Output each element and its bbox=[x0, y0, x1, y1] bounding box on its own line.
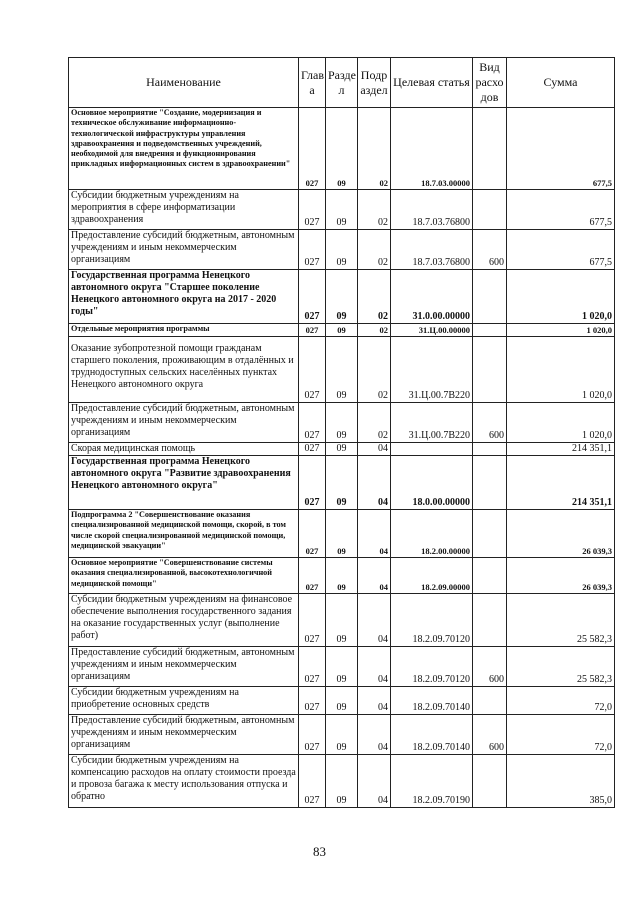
row-glav: 027 bbox=[299, 270, 326, 324]
page-number: 83 bbox=[313, 844, 326, 859]
table-row bbox=[69, 647, 615, 687]
row-razdel: 09 bbox=[326, 558, 358, 594]
row-razdel: 09 bbox=[326, 270, 358, 324]
row-vid bbox=[473, 687, 507, 715]
row-sum: 214 351,1 bbox=[507, 456, 615, 510]
row-sum: 385,0 bbox=[507, 755, 615, 808]
row-vid bbox=[473, 456, 507, 510]
table-row bbox=[69, 456, 615, 510]
row-podrazdel: 02 bbox=[358, 270, 391, 324]
table-row bbox=[69, 443, 615, 456]
row-razdel: 09 bbox=[326, 324, 358, 337]
row-vid: 600 bbox=[473, 647, 507, 687]
row-vid: 600 bbox=[473, 230, 507, 270]
row-razdel: 09 bbox=[326, 456, 358, 510]
table-row bbox=[69, 403, 615, 443]
row-podrazdel: 04 bbox=[358, 755, 391, 808]
row-glav: 027 bbox=[299, 647, 326, 687]
row-name: Основное мероприятие "Совершенствование системы оказания специализированной, высокотехнологичной медицинской помощи" bbox=[69, 558, 299, 594]
row-vid bbox=[473, 594, 507, 647]
row-glav: 027 bbox=[299, 510, 326, 558]
row-razdel: 09 bbox=[326, 510, 358, 558]
row-sum: 1 020,0 bbox=[507, 270, 615, 324]
row-razdel: 09 bbox=[326, 337, 358, 403]
table-row bbox=[69, 337, 615, 403]
row-razdel: 09 bbox=[326, 190, 358, 230]
row-target bbox=[391, 443, 473, 456]
row-podrazdel: 04 bbox=[358, 687, 391, 715]
row-sum: 25 582,3 bbox=[507, 647, 615, 687]
row-vid bbox=[473, 510, 507, 558]
row-name: Предоставление субсидий бюджетным, автономным учреждениям и иным некоммерческим организациям bbox=[69, 403, 299, 443]
row-glav: 027 bbox=[299, 230, 326, 270]
row-sum: 1 020,0 bbox=[507, 324, 615, 337]
header-name: Наименование bbox=[69, 58, 299, 108]
table-row bbox=[69, 108, 615, 190]
row-podrazdel: 04 bbox=[358, 715, 391, 755]
row-podrazdel: 04 bbox=[358, 456, 391, 510]
row-name: Скорая медицинская помощь bbox=[69, 443, 299, 456]
row-glav: 027 bbox=[299, 558, 326, 594]
row-name: Субсидии бюджетным учреждениям на приобретение основных средств bbox=[69, 687, 299, 715]
row-podrazdel: 02 bbox=[358, 230, 391, 270]
row-vid bbox=[473, 324, 507, 337]
row-target: 18.2.09.70120 bbox=[391, 594, 473, 647]
row-sum: 1 020,0 bbox=[507, 403, 615, 443]
row-razdel: 09 bbox=[326, 403, 358, 443]
row-vid: 600 bbox=[473, 715, 507, 755]
row-vid bbox=[473, 755, 507, 808]
row-name: Подпрограмма 2 "Совершенствование оказания специализированной медицинской помощи, скорой, в том числе скорой специализированной медицинской помощи, медицинской эвакуации" bbox=[69, 510, 299, 558]
row-razdel: 09 bbox=[326, 594, 358, 647]
row-glav: 027 bbox=[299, 403, 326, 443]
row-glav: 027 bbox=[299, 108, 326, 190]
row-name: Государственная программа Ненецкого автономного округа "Старшее поколение Ненецкого автономного округа на 2017 - 2020 годы" bbox=[69, 270, 299, 324]
row-podrazdel: 04 bbox=[358, 510, 391, 558]
row-target: 18.2.09.70190 bbox=[391, 755, 473, 808]
row-glav: 027 bbox=[299, 594, 326, 647]
header-vid: Вид расхо дов bbox=[473, 58, 507, 108]
table-row bbox=[69, 190, 615, 230]
row-podrazdel: 02 bbox=[358, 403, 391, 443]
row-name: Субсидии бюджетным учреждениям на компенсацию расходов на оплату стоимости проезда и провоза багажа к месту использования отпуска и обратно bbox=[69, 755, 299, 808]
row-name: Предоставление субсидий бюджетным, автономным учреждениям и иным некоммерческим организациям bbox=[69, 647, 299, 687]
row-target: 18.2.09.70120 bbox=[391, 647, 473, 687]
row-podrazdel: 04 bbox=[358, 594, 391, 647]
row-glav: 027 bbox=[299, 456, 326, 510]
row-target: 31.Ц.00.7В220 bbox=[391, 337, 473, 403]
row-podrazdel: 02 bbox=[358, 190, 391, 230]
table-row bbox=[69, 687, 615, 715]
row-podrazdel: 04 bbox=[358, 558, 391, 594]
row-vid: 600 bbox=[473, 403, 507, 443]
row-sum: 25 582,3 bbox=[507, 594, 615, 647]
row-glav: 027 bbox=[299, 443, 326, 456]
row-podrazdel: 02 bbox=[358, 337, 391, 403]
row-vid bbox=[473, 337, 507, 403]
table-row bbox=[69, 755, 615, 808]
row-razdel: 09 bbox=[326, 755, 358, 808]
table-row bbox=[69, 324, 615, 337]
row-sum: 677,5 bbox=[507, 108, 615, 190]
row-vid bbox=[473, 190, 507, 230]
row-sum: 26 039,3 bbox=[507, 558, 615, 594]
row-razdel: 09 bbox=[326, 647, 358, 687]
row-name: Предоставление субсидий бюджетным, автономным учреждениям и иным некоммерческим организациям bbox=[69, 715, 299, 755]
table-row bbox=[69, 715, 615, 755]
row-name: Основное мероприятие "Создание, модернизация и техническое обслуживание информационно-технологической инфраструктуры управления здравоохранения и подведомственных учреждений, необходимой для внедрения и функционирования прикладных информационных систем в здравоохранении" bbox=[69, 108, 299, 190]
row-vid bbox=[473, 270, 507, 324]
row-podrazdel: 02 bbox=[358, 108, 391, 190]
header-sum: Сумма bbox=[507, 58, 615, 108]
row-target: 18.2.00.00000 bbox=[391, 510, 473, 558]
table-row bbox=[69, 230, 615, 270]
row-sum: 1 020,0 bbox=[507, 337, 615, 403]
header-podrazdel: Подр аздел bbox=[358, 58, 391, 108]
header-razdel: Разде л bbox=[326, 58, 358, 108]
row-razdel: 09 bbox=[326, 443, 358, 456]
header-glav: Глав а bbox=[299, 58, 326, 108]
row-sum: 72,0 bbox=[507, 687, 615, 715]
table-row bbox=[69, 510, 615, 558]
row-razdel: 09 bbox=[326, 108, 358, 190]
row-name: Отдельные мероприятия программы bbox=[69, 324, 299, 337]
row-target: 31.Ц.00.7В220 bbox=[391, 403, 473, 443]
row-target: 18.7.03.76800 bbox=[391, 230, 473, 270]
row-podrazdel: 04 bbox=[358, 647, 391, 687]
row-glav: 027 bbox=[299, 715, 326, 755]
row-name: Субсидии бюджетным учреждениям на мероприятия в сфере информатизации здравоохранения bbox=[69, 190, 299, 230]
row-sum: 72,0 bbox=[507, 715, 615, 755]
row-name: Оказание зубопротезной помощи гражданам старшего поколения, проживающим в отдалённых и труднодоступных сельских населённых пунктах Ненецкого автономного округа bbox=[69, 337, 299, 403]
budget-table bbox=[68, 57, 615, 808]
row-sum: 677,5 bbox=[507, 230, 615, 270]
row-glav: 027 bbox=[299, 687, 326, 715]
row-name: Субсидии бюджетным учреждениям на финансовое обеспечение выполнения государственного задания на оказание государственных услуг (выполнение работ) bbox=[69, 594, 299, 647]
row-name: Государственная программа Ненецкого автономного округа "Развитие здравоохранения Ненецкого автономного округа" bbox=[69, 456, 299, 510]
row-target: 18.7.03.00000 bbox=[391, 108, 473, 190]
row-razdel: 09 bbox=[326, 715, 358, 755]
row-sum: 26 039,3 bbox=[507, 510, 615, 558]
row-vid bbox=[473, 443, 507, 456]
table-row bbox=[69, 594, 615, 647]
row-target: 18.7.03.76800 bbox=[391, 190, 473, 230]
row-sum: 677,5 bbox=[507, 190, 615, 230]
table-row bbox=[69, 270, 615, 324]
row-sum: 214 351,1 bbox=[507, 443, 615, 456]
header-target: Целевая статья bbox=[391, 58, 473, 108]
row-target: 31.0.00.00000 bbox=[391, 270, 473, 324]
row-target: 18.2.09.70140 bbox=[391, 715, 473, 755]
row-name: Предоставление субсидий бюджетным, автономным учреждениям и иным некоммерческим организациям bbox=[69, 230, 299, 270]
row-target: 18.2.09.70140 bbox=[391, 687, 473, 715]
row-target: 31.Ц.00.00000 bbox=[391, 324, 473, 337]
table-row bbox=[69, 558, 615, 594]
row-glav: 027 bbox=[299, 190, 326, 230]
row-razdel: 09 bbox=[326, 687, 358, 715]
row-target: 18.2.09.00000 bbox=[391, 558, 473, 594]
row-podrazdel: 04 bbox=[358, 443, 391, 456]
row-glav: 027 bbox=[299, 755, 326, 808]
row-glav: 027 bbox=[299, 324, 326, 337]
row-target: 18.0.00.00000 bbox=[391, 456, 473, 510]
row-podrazdel: 02 bbox=[358, 324, 391, 337]
row-razdel: 09 bbox=[326, 230, 358, 270]
row-vid bbox=[473, 558, 507, 594]
row-vid bbox=[473, 108, 507, 190]
row-glav: 027 bbox=[299, 337, 326, 403]
